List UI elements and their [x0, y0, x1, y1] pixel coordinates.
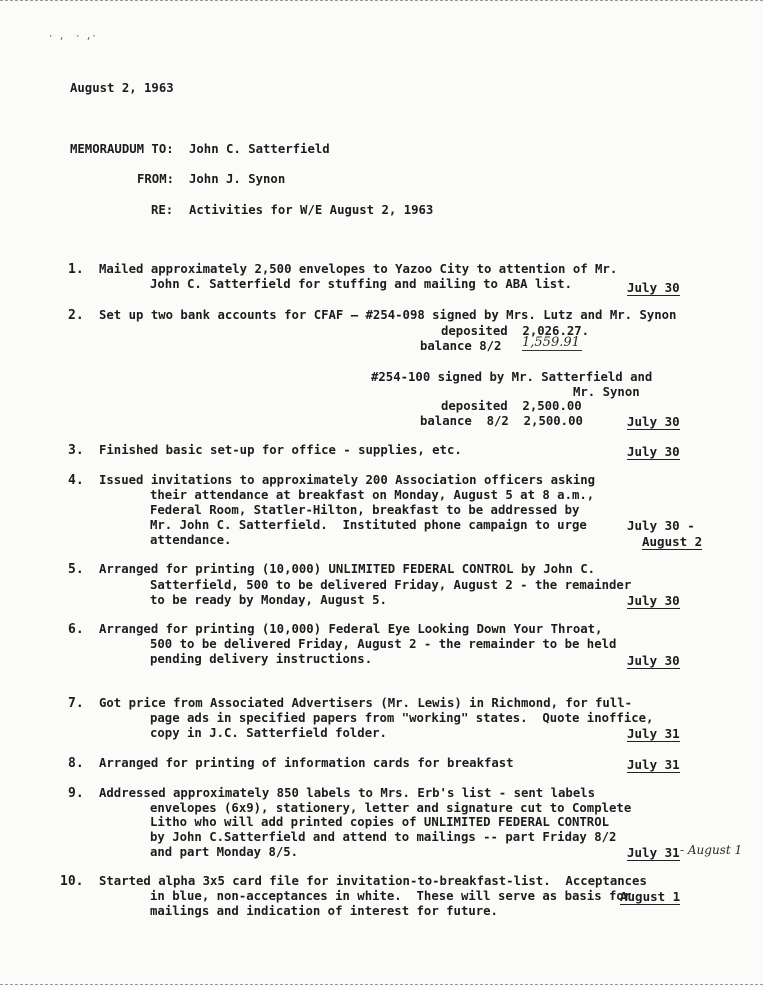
item-line: Mailed approximately 2,500 envelopes to Yazoo City to attention of Mr. — [99, 262, 618, 276]
item-line: Federal Room, Statler-Hilton, breakfast to be addressed by — [150, 503, 580, 517]
item-line: Issued invitations to approximately 200 Association officers asking — [99, 473, 596, 487]
item-line: Finished basic set-up for office - supplies, etc. — [99, 443, 462, 457]
item-line: pending delivery instructions. — [150, 652, 373, 666]
item-line: in blue, non-acceptances in white. These will serve as basis for — [150, 889, 632, 903]
item-line: balance 8/2 — [420, 339, 502, 353]
item-date: July 31 — [627, 757, 680, 772]
item-date: July 30 — [627, 414, 680, 429]
handwritten-date: - August 1 — [680, 843, 743, 857]
item-line: Mr. John C. Satterfield. Instituted phone campaign to urge — [150, 518, 587, 532]
item-number: 5. — [68, 562, 84, 577]
item-number: 8. — [68, 756, 84, 771]
item-date: July 30 - — [627, 518, 695, 533]
item-line: mailings and indication of interest for future. — [150, 904, 498, 918]
item-line: their attendance at breakfast on Monday, August 5 at 8 a.m., — [150, 488, 595, 502]
item-line: copy in J.C. Satterfield folder. — [150, 726, 387, 740]
item-line: #254-100 signed by Mr. Satterfield and — [371, 370, 653, 384]
to-value: John C. Satterfield — [189, 142, 330, 156]
scan-mark: · , · ,· — [48, 32, 97, 42]
to-label: MEMORAUDUM TO: — [70, 142, 174, 156]
item-line: balance 8/2 2,500.00 — [420, 414, 583, 428]
item-date: July 31 — [627, 845, 680, 860]
item-number: 4. — [68, 473, 84, 488]
item-line: Started alpha 3x5 card file for invitation-to-breakfast-list. Acceptances — [99, 874, 647, 888]
item-line: Arranged for printing (10,000) Federal Eye Looking Down Your Throat, — [99, 622, 603, 636]
item-line: John C. Satterfield for stuffing and mailing to ABA list. — [150, 277, 572, 291]
item-date: July 30 — [627, 593, 680, 608]
from-value: John J. Synon — [189, 172, 286, 186]
item-date: August 1 — [620, 889, 681, 904]
item-line: Got price from Associated Advertisers (Mr. Lewis) in Richmond, for full- — [99, 696, 633, 710]
item-date: July 30 — [627, 280, 680, 295]
item-date: July 30 — [627, 444, 680, 459]
item-line: Addressed approximately 850 labels to Mrs. Erb's list - sent labels — [99, 786, 596, 800]
item-date-end: August 2 — [642, 534, 703, 549]
item-line: Satterfield, 500 to be delivered Friday, August 2 - the remainder — [150, 578, 632, 592]
item-date: July 30 — [627, 653, 680, 668]
item-line: envelopes (6x9), stationery, letter and signature cut to Complete — [150, 801, 632, 815]
scan-edge-bottom — [0, 984, 763, 985]
item-number: 1. — [68, 262, 84, 277]
item-line: to be ready by Monday, August 5. — [150, 593, 387, 607]
item-date: July 31 — [627, 726, 680, 741]
item-line: Arranged for printing of information cards for breakfast — [99, 756, 514, 770]
memo-date: August 2, 1963 — [70, 81, 174, 95]
item-line: by John C.Satterfield and attend to mailings -- part Friday 8/2 — [150, 830, 617, 844]
scan-edge-top — [0, 0, 763, 1]
item-number: 3. — [68, 443, 84, 458]
item-line: attendance. — [150, 533, 232, 547]
item-line: Set up two bank accounts for CFAF — #254-098 signed by Mrs. Lutz and Mr. Synon — [99, 308, 677, 322]
item-number: 2. — [68, 308, 84, 323]
item-line: deposited 2,026.27. — [441, 324, 590, 338]
item-number: 6. — [68, 622, 84, 637]
item-line: deposited 2,500.00 — [441, 399, 582, 413]
item-line: Arranged for printing (10,000) UNLIMITED FEDERAL CONTROL by John C. — [99, 562, 596, 576]
from-label: FROM: — [137, 172, 175, 186]
item-line: 500 to be delivered Friday, August 2 - the remainder to be held — [150, 637, 617, 651]
item-line: and part Monday 8/5. — [150, 845, 299, 859]
re-value: Activities for W/E August 2, 1963 — [189, 203, 434, 217]
item-number: 10. — [60, 874, 84, 889]
item-line: Mr. Synon — [573, 385, 640, 399]
item-line: page ads in specified papers from "working" states. Quote inoffice, — [150, 711, 654, 725]
re-label: RE: — [151, 203, 174, 217]
item-number: 7. — [68, 696, 84, 711]
item-line: Litho who will add printed copies of UNLIMITED FEDERAL CONTROL — [150, 815, 610, 829]
handwritten-balance: 1,559.91 — [522, 335, 582, 351]
item-number: 9. — [68, 786, 84, 801]
